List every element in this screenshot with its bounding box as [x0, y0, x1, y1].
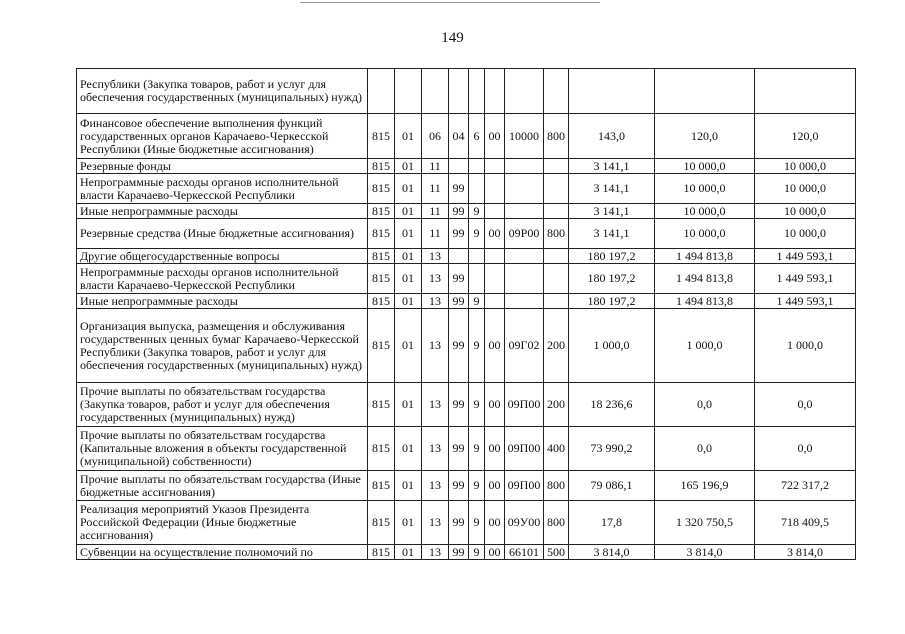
ministry-code-cell: 815 [368, 471, 395, 501]
ministry-code-cell: 815 [368, 264, 395, 294]
main-event-code-cell: 00 [485, 427, 505, 471]
ministry-code-cell: 815 [368, 501, 395, 545]
amount-year-3-cell: 10 000,0 [755, 219, 856, 249]
expense-name-cell: Реализация мероприятий Указов Президента Российской Федерации (Иные бюджетные ассигнования) [77, 501, 368, 545]
subprogram-code-cell: 9 [469, 427, 485, 471]
subsection-code-cell: 13 [422, 501, 449, 545]
section-code-cell: 01 [395, 114, 422, 159]
subprogram-code-cell: 9 [469, 545, 485, 560]
expense-name-cell: Субвенции на осуществление полномочий по [77, 545, 368, 560]
amount-year-2-cell: 0,0 [655, 427, 755, 471]
expense-name-cell: Резервные фонды [77, 159, 368, 174]
section-code-cell: 01 [395, 383, 422, 427]
amount-year-2-cell: 3 814,0 [655, 545, 755, 560]
subsection-code-cell: 13 [422, 249, 449, 264]
direction-code-cell: 09Г02 [505, 309, 544, 383]
program-code-cell: 99 [449, 294, 469, 309]
amount-year-3-cell: 120,0 [755, 114, 856, 159]
main-event-code-cell: 00 [485, 545, 505, 560]
program-code-cell: 99 [449, 309, 469, 383]
amount-year-1-cell: 180 197,2 [569, 264, 655, 294]
program-code-cell [449, 69, 469, 114]
amount-year-1-cell: 1 000,0 [569, 309, 655, 383]
amount-year-2-cell: 165 196,9 [655, 471, 755, 501]
section-code-cell: 01 [395, 249, 422, 264]
subsection-code-cell: 13 [422, 294, 449, 309]
direction-code-cell [505, 249, 544, 264]
main-event-code-cell: 00 [485, 309, 505, 383]
subprogram-code-cell [469, 249, 485, 264]
table-row [77, 501, 856, 545]
subprogram-code-cell: 9 [469, 309, 485, 383]
expense-type-code-cell: 800 [544, 471, 569, 501]
expense-type-code-cell: 800 [544, 219, 569, 249]
main-event-code-cell: 00 [485, 114, 505, 159]
amount-year-2-cell: 1 494 813,8 [655, 294, 755, 309]
amount-year-2-cell: 120,0 [655, 114, 755, 159]
program-code-cell: 99 [449, 501, 469, 545]
expense-type-code-cell [544, 294, 569, 309]
expense-name-cell: Другие общегосударственные вопросы [77, 249, 368, 264]
expense-type-code-cell [544, 69, 569, 114]
table-row [77, 545, 856, 560]
ministry-code-cell: 815 [368, 294, 395, 309]
main-event-code-cell: 00 [485, 219, 505, 249]
table-row [77, 309, 856, 383]
table-row [77, 159, 856, 174]
direction-code-cell: 09У00 [505, 501, 544, 545]
table-row [77, 264, 856, 294]
program-code-cell: 99 [449, 545, 469, 560]
main-event-code-cell [485, 294, 505, 309]
section-code-cell: 01 [395, 219, 422, 249]
expense-type-code-cell [544, 264, 569, 294]
subsection-code-cell: 06 [422, 114, 449, 159]
table-row [77, 383, 856, 427]
section-code-cell: 01 [395, 545, 422, 560]
subprogram-code-cell [469, 174, 485, 204]
subsection-code-cell: 13 [422, 309, 449, 383]
amount-year-3-cell: 10 000,0 [755, 204, 856, 219]
amount-year-2-cell: 0,0 [655, 383, 755, 427]
subsection-code-cell [422, 69, 449, 114]
amount-year-2-cell: 10 000,0 [655, 159, 755, 174]
section-code-cell: 01 [395, 501, 422, 545]
direction-code-cell [505, 204, 544, 219]
ministry-code-cell: 815 [368, 309, 395, 383]
program-code-cell: 99 [449, 174, 469, 204]
expense-name-cell: Непрограммные расходы органов исполнительной власти Карачаево-Черкесской Республики [77, 264, 368, 294]
program-code-cell: 99 [449, 427, 469, 471]
program-code-cell: 04 [449, 114, 469, 159]
ministry-code-cell: 815 [368, 219, 395, 249]
amount-year-3-cell: 10 000,0 [755, 174, 856, 204]
amount-year-3-cell: 1 000,0 [755, 309, 856, 383]
ministry-code-cell: 815 [368, 204, 395, 219]
expense-name-cell: Прочие выплаты по обязательствам государства (Закупка товаров, работ и услуг для обеспечения государственных (муниципальных) нужд) [77, 383, 368, 427]
subprogram-code-cell: 9 [469, 471, 485, 501]
amount-year-3-cell: 718 409,5 [755, 501, 856, 545]
program-code-cell: 99 [449, 219, 469, 249]
ministry-code-cell: 815 [368, 174, 395, 204]
subprogram-code-cell: 9 [469, 204, 485, 219]
direction-code-cell [505, 294, 544, 309]
expense-name-cell: Резервные средства (Иные бюджетные ассигнования) [77, 219, 368, 249]
direction-code-cell: 09П00 [505, 383, 544, 427]
subprogram-code-cell: 9 [469, 501, 485, 545]
direction-code-cell [505, 174, 544, 204]
expense-type-code-cell [544, 249, 569, 264]
table-row [77, 427, 856, 471]
amount-year-1-cell: 180 197,2 [569, 294, 655, 309]
main-event-code-cell: 00 [485, 383, 505, 427]
expense-name-cell: Прочие выплаты по обязательствам государства (Иные бюджетные ассигнования) [77, 471, 368, 501]
amount-year-2-cell: 1 494 813,8 [655, 249, 755, 264]
expense-name-cell: Иные непрограммные расходы [77, 294, 368, 309]
expense-type-code-cell: 400 [544, 427, 569, 471]
amount-year-2-cell: 10 000,0 [655, 204, 755, 219]
amount-year-1-cell: 17,8 [569, 501, 655, 545]
program-code-cell [449, 159, 469, 174]
subprogram-code-cell: 9 [469, 294, 485, 309]
expense-type-code-cell [544, 204, 569, 219]
amount-year-3-cell: 3 814,0 [755, 545, 856, 560]
direction-code-cell: 10000 [505, 114, 544, 159]
amount-year-3-cell: 0,0 [755, 427, 856, 471]
direction-code-cell: 66101 [505, 545, 544, 560]
amount-year-3-cell: 1 449 593,1 [755, 264, 856, 294]
subsection-code-cell: 13 [422, 545, 449, 560]
expense-name-cell: Организация выпуска, размещения и обслуживания государственных ценных бумаг Карачаево-Черкесской Республики (Закупка товаров, работ и услуг для обеспечения государственных (муниципальных) нужд) [77, 309, 368, 383]
main-event-code-cell: 00 [485, 471, 505, 501]
amount-year-3-cell: 1 449 593,1 [755, 294, 856, 309]
subsection-code-cell: 13 [422, 264, 449, 294]
amount-year-1-cell [569, 69, 655, 114]
table-row [77, 174, 856, 204]
direction-code-cell [505, 69, 544, 114]
amount-year-1-cell: 180 197,2 [569, 249, 655, 264]
subprogram-code-cell: 6 [469, 114, 485, 159]
expense-type-code-cell: 200 [544, 309, 569, 383]
subprogram-code-cell: 9 [469, 219, 485, 249]
subsection-code-cell: 13 [422, 427, 449, 471]
main-event-code-cell: 00 [485, 501, 505, 545]
ministry-code-cell: 815 [368, 383, 395, 427]
subprogram-code-cell [469, 159, 485, 174]
program-code-cell [449, 249, 469, 264]
expense-type-code-cell: 200 [544, 383, 569, 427]
program-code-cell: 99 [449, 264, 469, 294]
scan-top-rule [300, 2, 600, 3]
table-row [77, 294, 856, 309]
direction-code-cell [505, 264, 544, 294]
amount-year-1-cell: 73 990,2 [569, 427, 655, 471]
main-event-code-cell [485, 69, 505, 114]
section-code-cell: 01 [395, 471, 422, 501]
section-code-cell: 01 [395, 174, 422, 204]
amount-year-2-cell: 10 000,0 [655, 219, 755, 249]
expense-name-cell: Республики (Закупка товаров, работ и услуг для обеспечения государственных (муниципальных) нужд) [77, 69, 368, 114]
subsection-code-cell: 13 [422, 383, 449, 427]
ministry-code-cell: 815 [368, 545, 395, 560]
subsection-code-cell: 11 [422, 219, 449, 249]
section-code-cell: 01 [395, 309, 422, 383]
ministry-code-cell [368, 69, 395, 114]
expense-name-cell: Непрограммные расходы органов исполнительной власти Карачаево-Черкесской Республики [77, 174, 368, 204]
expense-name-cell: Иные непрограммные расходы [77, 204, 368, 219]
amount-year-3-cell [755, 69, 856, 114]
amount-year-2-cell: 10 000,0 [655, 174, 755, 204]
budget-table-body [77, 69, 856, 560]
amount-year-2-cell: 1 494 813,8 [655, 264, 755, 294]
direction-code-cell [505, 159, 544, 174]
main-event-code-cell [485, 264, 505, 294]
expense-type-code-cell: 800 [544, 501, 569, 545]
section-code-cell: 01 [395, 159, 422, 174]
amount-year-1-cell: 143,0 [569, 114, 655, 159]
table-row [77, 219, 856, 249]
amount-year-1-cell: 3 141,1 [569, 159, 655, 174]
amount-year-2-cell: 1 000,0 [655, 309, 755, 383]
amount-year-3-cell: 0,0 [755, 383, 856, 427]
section-code-cell: 01 [395, 264, 422, 294]
subsection-code-cell: 11 [422, 159, 449, 174]
subprogram-code-cell [469, 69, 485, 114]
amount-year-3-cell: 1 449 593,1 [755, 249, 856, 264]
amount-year-1-cell: 3 141,1 [569, 204, 655, 219]
section-code-cell: 01 [395, 294, 422, 309]
expense-type-code-cell: 500 [544, 545, 569, 560]
program-code-cell: 99 [449, 383, 469, 427]
amount-year-1-cell: 3 814,0 [569, 545, 655, 560]
table-row [77, 114, 856, 159]
table-row [77, 471, 856, 501]
expense-name-cell: Прочие выплаты по обязательствам государства (Капитальные вложения в объекты государственной (муниципальной) собственности) [77, 427, 368, 471]
main-event-code-cell [485, 249, 505, 264]
direction-code-cell: 09П00 [505, 471, 544, 501]
ministry-code-cell: 815 [368, 114, 395, 159]
subprogram-code-cell [469, 264, 485, 294]
amount-year-3-cell: 722 317,2 [755, 471, 856, 501]
program-code-cell: 99 [449, 204, 469, 219]
amount-year-1-cell: 3 141,1 [569, 174, 655, 204]
expense-type-code-cell [544, 159, 569, 174]
ministry-code-cell: 815 [368, 427, 395, 471]
section-code-cell [395, 69, 422, 114]
table-row [77, 69, 856, 114]
subsection-code-cell: 11 [422, 204, 449, 219]
direction-code-cell: 09Р00 [505, 219, 544, 249]
subsection-code-cell: 11 [422, 174, 449, 204]
amount-year-1-cell: 3 141,1 [569, 219, 655, 249]
expense-type-code-cell [544, 174, 569, 204]
main-event-code-cell [485, 204, 505, 219]
expense-type-code-cell: 800 [544, 114, 569, 159]
table-row [77, 249, 856, 264]
page-number: 149 [441, 30, 464, 46]
expense-name-cell: Финансовое обеспечение выполнения функций государственных органов Карачаево-Черкесской Республики (Иные бюджетные ассигнования) [77, 114, 368, 159]
amount-year-1-cell: 18 236,6 [569, 383, 655, 427]
main-event-code-cell [485, 174, 505, 204]
subsection-code-cell: 13 [422, 471, 449, 501]
ministry-code-cell: 815 [368, 249, 395, 264]
program-code-cell: 99 [449, 471, 469, 501]
ministry-code-cell: 815 [368, 159, 395, 174]
section-code-cell: 01 [395, 427, 422, 471]
budget-table [76, 68, 856, 560]
section-code-cell: 01 [395, 204, 422, 219]
amount-year-3-cell: 10 000,0 [755, 159, 856, 174]
table-row [77, 204, 856, 219]
amount-year-1-cell: 79 086,1 [569, 471, 655, 501]
amount-year-2-cell [655, 69, 755, 114]
main-event-code-cell [485, 159, 505, 174]
amount-year-2-cell: 1 320 750,5 [655, 501, 755, 545]
subprogram-code-cell: 9 [469, 383, 485, 427]
direction-code-cell: 09П00 [505, 427, 544, 471]
